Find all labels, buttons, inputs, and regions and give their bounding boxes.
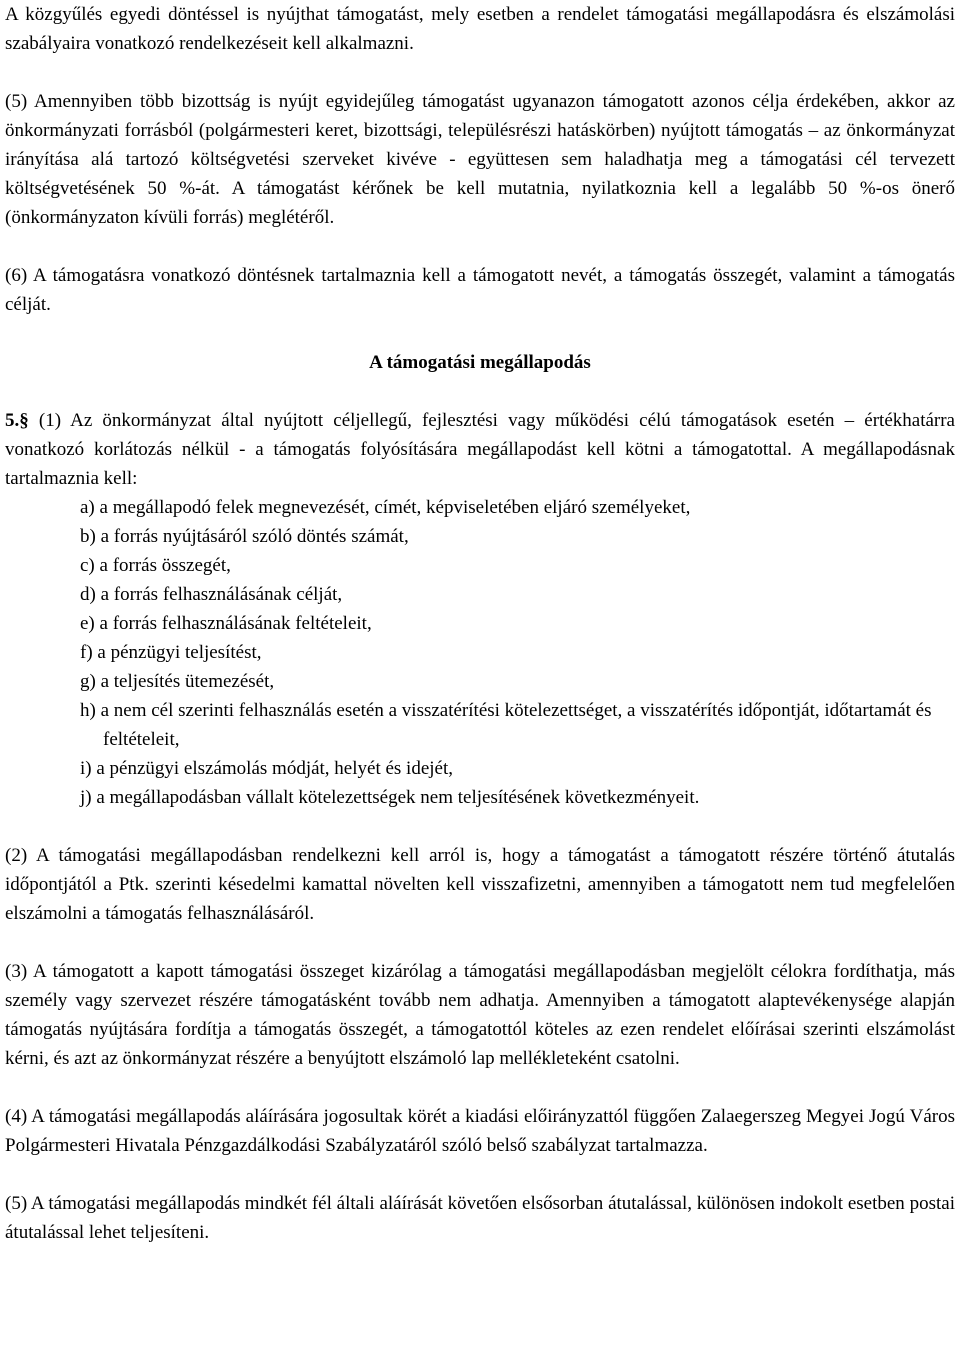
paragraph-gap	[5, 812, 955, 841]
list-item: f) a pénzügyi teljesítést,	[80, 642, 262, 663]
list-item: d) a forrás felhasználásának célját,	[80, 584, 343, 605]
list-item: c) a forrás összegét,	[80, 555, 231, 576]
paragraph-gap	[5, 377, 955, 406]
paragraph-gap	[5, 1073, 955, 1102]
paragraph-gap	[5, 319, 955, 348]
section-number: 5.§	[5, 410, 29, 431]
section-5-paragraph-5: (5) A támogatási megállapodás mindkét fél általi aláírását követően elsősorban átutalással, különösen indokolt esetben postai átutalással lehet teljesíteni.	[5, 1193, 955, 1243]
section-5-paragraph-2: (2) A támogatási megállapodásban rendelkezni kell arról is, hogy a támogatást a támogatott részére történő átutalás időpontjától a Ptk. szerinti késedelmi kamattal növelten kell visszafizetni, amennyiben a támogatott nem tud megfelelően elszámolni a támogatás felhasználásáról.	[5, 845, 955, 924]
list-item: b) a forrás nyújtásáról szóló döntés számát,	[80, 526, 409, 547]
paragraph-gap	[5, 1160, 955, 1189]
paragraph-gap	[5, 232, 955, 261]
list-item: a) a megállapodó felek megnevezését, címét, képviseletében eljáró személyeket,	[80, 497, 691, 518]
list-item: g) a teljesítés ütemezését,	[80, 671, 275, 692]
list-item: e) a forrás felhasználásának feltételeit,	[80, 613, 372, 634]
paragraph-6: (6) A támogatásra vonatkozó döntésnek tartalmaznia kell a támogatott nevét, a támogatás összegét, valamint a támogatás célját.	[5, 265, 955, 315]
paragraph-5: (5) Amennyiben több bizottság is nyújt egyidejűleg támogatást ugyanazon támogatott azonos célja érdekében, akkor az önkormányzati forrásból (polgármesteri keret, bizottsági, településrészi hatáskörben) nyújtott támogatás – az önkormányzat irányítása alá tartozó költségvetési szerveket kivéve - együttesen sem haladhatja meg a támogatási cél tervezett költségvetésének 50 %-át. A támogatást kérőnek be kell mutatnia, nyilatkoznia kell a legalább 50 %-os önerő (önkormányzaton kívüli forrás) meglétéről.	[5, 91, 955, 228]
paragraph-intro: A közgyűlés egyedi döntéssel is nyújthat támogatást, mely esetben a rendelet támogatási megállapodásra és elszámolási szabályaira vonatkozó rendelkezéseit kell alkalmazni.	[5, 4, 955, 54]
list-item: i) a pénzügyi elszámolás módját, helyét és idejét,	[80, 758, 454, 779]
paragraph-gap	[5, 58, 955, 87]
requirements-list	[5, 493, 955, 812]
section-5-paragraph-4: (4) A támogatási megállapodás aláírására jogosultak körét a kiadási előirányzattól függően Zalaegerszeg Megyei Jogú Város Polgármesteri Hivatala Pénzgazdálkodási Szabályzatáról szóló belső szabályzat tartalmazza.	[5, 1106, 955, 1156]
section-5-paragraph-1	[5, 406, 955, 493]
list-item: h) a nem cél szerinti felhasználás esetén a visszatérítési kötelezettséget, a visszatérítés időpontját, időtartamát és feltételeit,	[80, 700, 932, 750]
section-5-paragraph-1-text: (1) Az önkormányzat által nyújtott céljellegű, fejlesztési vagy működési célú támogatások esetén – értékhatárra vonatkozó korlátozás nélkül - a támogatás folyósítására megállapodást kell kötni a támogatottal. A megállapodásnak tartalmaznia kell:	[5, 410, 955, 489]
list-item: j) a megállapodásban vállalt kötelezettségek nem teljesítésének következményeit.	[80, 787, 700, 808]
paragraph-gap	[5, 928, 955, 957]
document-page	[5, 0, 955, 1247]
section-5-paragraph-3: (3) A támogatott a kapott támogatási összeget kizárólag a támogatási megállapodásban megjelölt célokra fordíthatja, más személy vagy szervezet részére támogatásként tovább nem adhatja. Amennyiben a támogatott alaptevékenysége alapján támogatás nyújtására fordítja a támogatás összegét, a támogatottól köteles az ezen rendelet előírásai szerinti elszámolást kérni, és azt az önkormányzat részére a benyújtott elszámoló lap mellékleteként csatolni.	[5, 961, 955, 1069]
section-heading: A támogatási megállapodás	[369, 352, 591, 373]
